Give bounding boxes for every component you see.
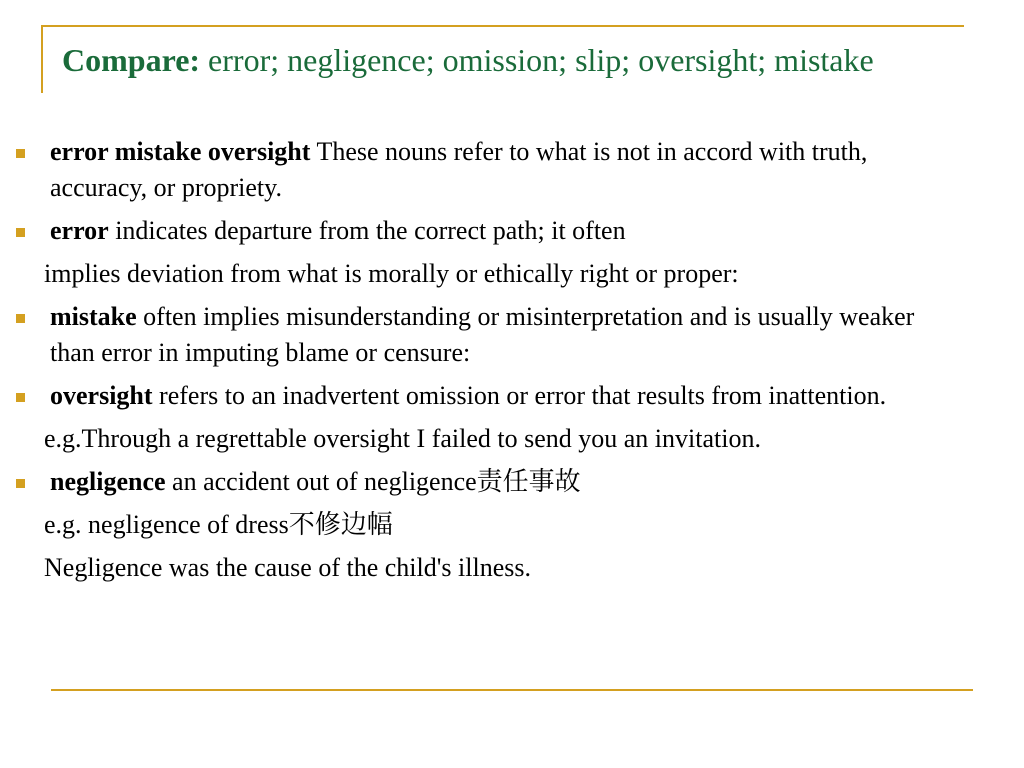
item-term: error: [50, 216, 109, 245]
item-text: These nouns refer to what is not in accord with truth, accuracy, or propriety.: [50, 137, 868, 202]
item-term: oversight: [50, 381, 153, 410]
slide-content: [0, 134, 1024, 586]
item-text: indicates departure from the correct path; it often: [108, 216, 626, 245]
item-text: refers to an inadvertent omission or error that results from inattention.: [152, 381, 887, 410]
paragraph: Negligence was the cause of the child's illness.: [44, 553, 531, 582]
title-frame-horizontal-line: [41, 25, 964, 27]
title-frame-vertical-line: [41, 25, 43, 93]
bullet-item: [0, 299, 1024, 371]
bottom-divider-line: [51, 689, 973, 691]
bullet-square-icon: [16, 314, 25, 323]
slide-title: [62, 40, 962, 80]
bullet-item: [0, 134, 1024, 206]
bullet-square-icon: [16, 479, 25, 488]
title-rest: error; negligence; omission; slip; oversight; mistake: [200, 42, 874, 78]
paragraph: e.g. negligence of dress不修边幅: [44, 510, 393, 539]
bullet-square-icon: [16, 393, 25, 402]
bullet-item: [0, 213, 1024, 249]
item-term: negligence: [50, 467, 166, 496]
bullet-item: [0, 378, 1024, 414]
item-text: an accident out of negligence责任事故: [165, 467, 581, 496]
item-term: error mistake oversight: [50, 137, 311, 166]
bullet-item: [0, 464, 1024, 500]
bullet-square-icon: [16, 149, 25, 158]
paragraph: e.g.Through a regrettable oversight I failed to send you an invitation.: [44, 424, 761, 453]
title-bold: Compare:: [62, 42, 201, 78]
item-term: mistake: [50, 302, 137, 331]
item-text: often implies misunderstanding or misinterpretation and is usually weaker than error in imputing blame or censure:: [50, 302, 915, 367]
bullet-square-icon: [16, 228, 25, 237]
paragraph: implies deviation from what is morally or ethically right or proper:: [44, 259, 739, 288]
